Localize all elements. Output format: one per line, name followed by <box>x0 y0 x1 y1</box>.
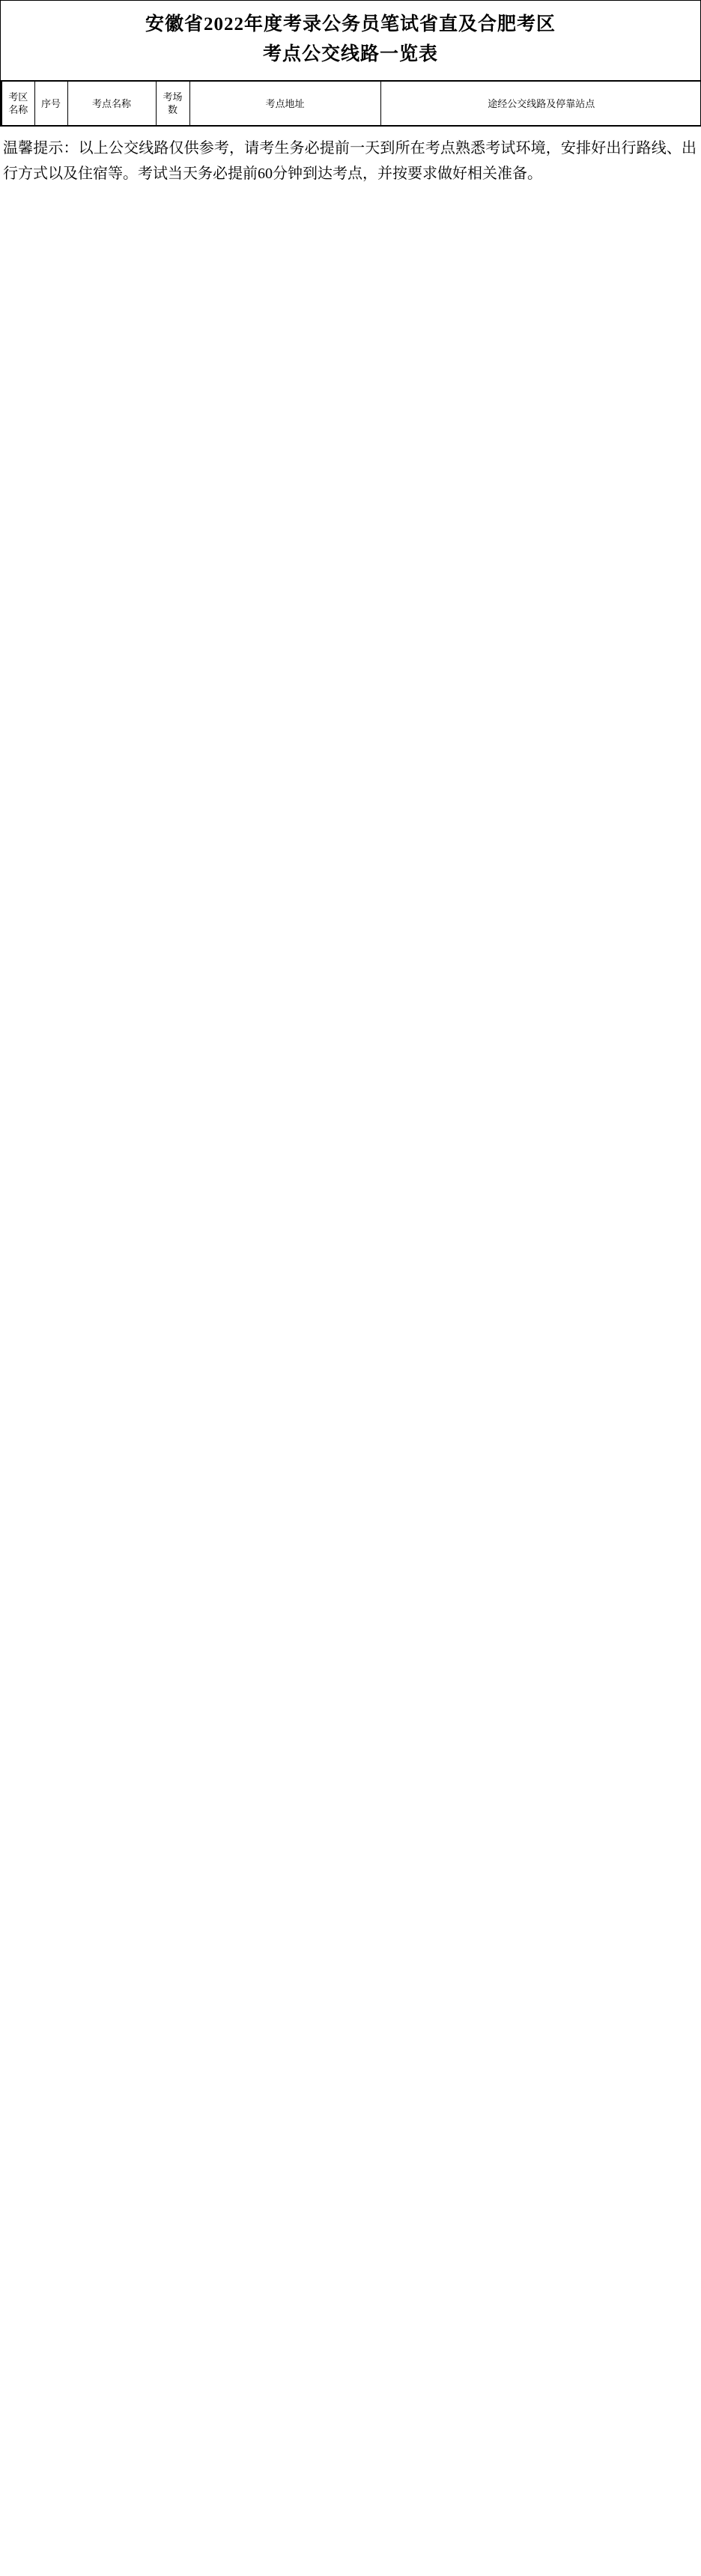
column-header-rooms: 考场数 <box>156 81 189 126</box>
bus-routes-table <box>1 80 701 127</box>
column-header-no: 序号 <box>34 81 67 126</box>
column-header-address: 考点地址 <box>189 81 380 126</box>
footer-note: 温馨提示：以上公交线路仅供参考，请考生务必提前一天到所在考点熟悉考试环境，安排好出行路线、出行方式以及住宿等。考试当天务必提前60分钟到达考点，并按要求做好相关准备。 <box>3 140 697 182</box>
column-header-routes: 途经公交线路及停靠站点 <box>380 81 701 126</box>
page-title-line-1: 安徽省2022年度考录公务员笔试省直及合肥考区 <box>145 14 556 34</box>
column-header-region: 考区名称 <box>1 81 34 126</box>
page-title-line-2: 考点公交线路一览表 <box>262 44 438 64</box>
table-header-row <box>1 81 701 126</box>
page-title <box>1 1 700 80</box>
table-sheet <box>0 0 701 127</box>
column-header-name: 考点名称 <box>67 81 156 126</box>
